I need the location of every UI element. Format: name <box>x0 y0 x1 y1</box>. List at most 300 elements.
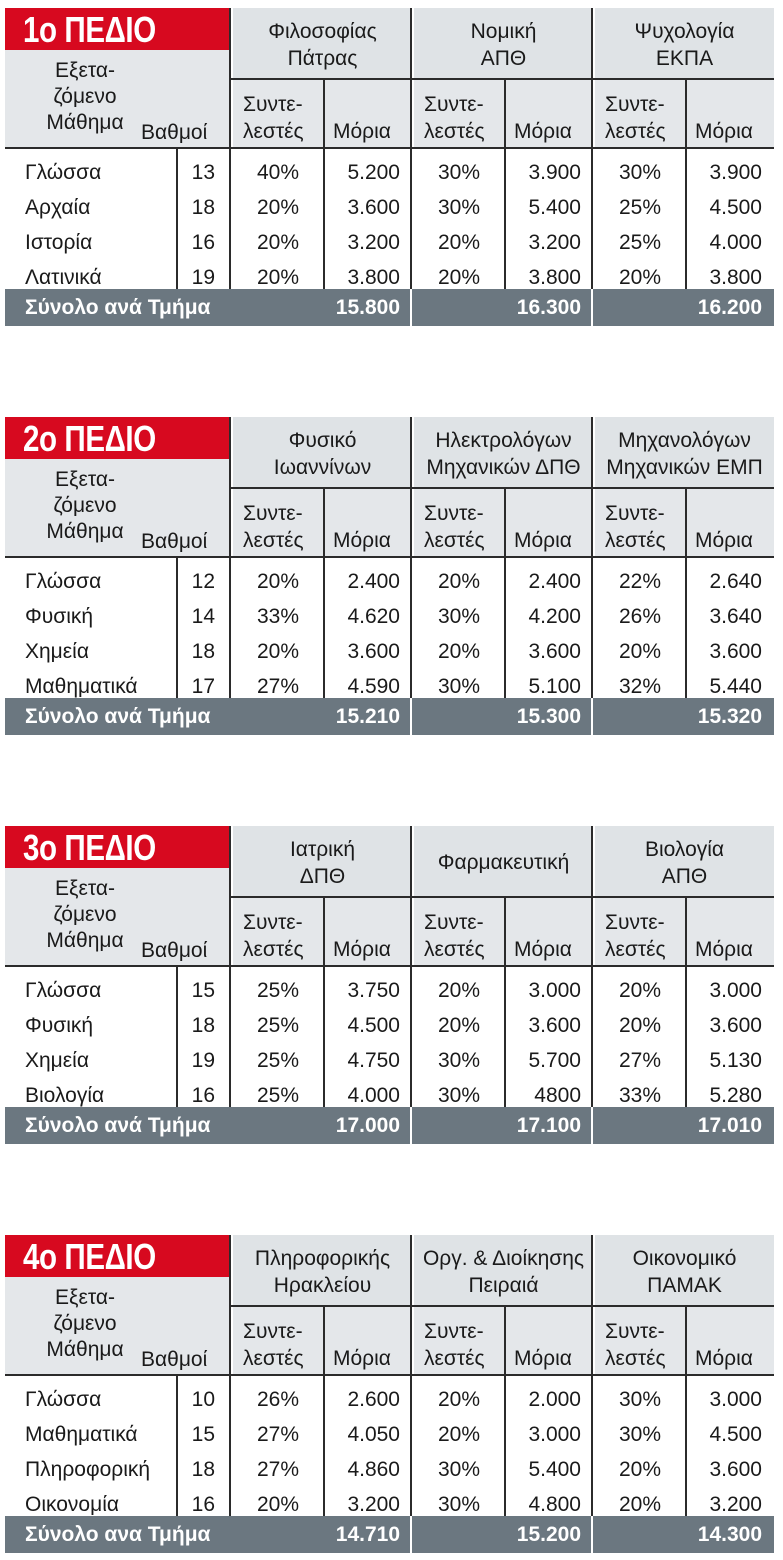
table-row <box>5 155 774 190</box>
field-title-box <box>5 417 229 459</box>
points-value: 4.050 <box>347 1423 400 1446</box>
points-value: 3.000 <box>528 1423 581 1446</box>
header-bottom-rule <box>5 965 774 967</box>
coefficient-value: 20% <box>256 266 300 289</box>
coefficient-value: 27% <box>256 675 300 698</box>
coefficients-line: λεστές <box>243 120 304 143</box>
grade-value: 19 <box>191 1049 215 1072</box>
department-header <box>414 826 593 896</box>
subject-name: Λατινικά <box>25 266 102 289</box>
coefficient-value: 27% <box>256 1458 300 1481</box>
grade-value: 12 <box>191 570 215 593</box>
exam-subject-line: ζόμενο <box>53 85 117 108</box>
total-divider <box>591 698 593 735</box>
grade-value: 19 <box>191 266 215 289</box>
subject-name: Πληροφορική <box>25 1458 151 1481</box>
department-name-line: Πάτρας <box>287 47 358 70</box>
points-value: 2.640 <box>709 570 762 593</box>
coefficient-value: 20% <box>437 1423 481 1446</box>
coefficients-line: Συντε- <box>243 911 303 934</box>
points-label: Μόρια <box>695 120 753 143</box>
department-name-line: Ψυχολογία <box>634 20 735 43</box>
coefficient-value: 22% <box>618 570 662 593</box>
department-name-line: Πληροφορικής <box>254 1247 391 1270</box>
department-header <box>595 8 774 78</box>
header-rule <box>229 1305 774 1307</box>
coefficient-value: 25% <box>256 1049 300 1072</box>
department-name-line: ΕΚΠΑ <box>655 47 714 70</box>
coefficients-line: λεστές <box>424 1347 485 1370</box>
coefficient-value: 20% <box>618 1493 662 1516</box>
points-value: 4.000 <box>347 1084 400 1107</box>
points-label: Μόρια <box>514 938 572 961</box>
exam-subject-label <box>25 1285 145 1363</box>
department-header <box>233 417 412 487</box>
points-value: 4.500 <box>347 1014 400 1037</box>
department-name-line: Οικονομικό <box>632 1247 737 1270</box>
points-label: Μόρια <box>333 938 391 961</box>
points-value: 5.440 <box>709 675 762 698</box>
table-row <box>5 225 774 260</box>
department-name-line: Οργ. & Διοίκησης <box>422 1247 585 1270</box>
coefficients-label <box>605 500 666 554</box>
subject-name: Μαθηματικά <box>25 1423 138 1446</box>
coefficient-value: 30% <box>437 161 481 184</box>
coefficient-value: 20% <box>437 1014 481 1037</box>
department-name-line: Νομική <box>470 20 537 43</box>
coefficients-line: λεστές <box>605 1347 666 1370</box>
coefficient-value: 26% <box>256 1388 300 1411</box>
coefficient-value: 25% <box>256 1084 300 1107</box>
subject-name: Γλώσσα <box>25 979 102 1002</box>
coefficients-line: Συντε- <box>605 502 665 525</box>
coefficients-line: Συντε- <box>424 1320 484 1343</box>
coefficients-label <box>605 1318 666 1372</box>
subject-name: Χημεία <box>25 640 89 663</box>
coefficient-value: 30% <box>437 1458 481 1481</box>
field-title-box <box>5 8 229 50</box>
coefficients-label <box>243 91 304 145</box>
department-name <box>414 849 593 876</box>
subject-name: Ιστορία <box>25 231 93 254</box>
coefficients-line: Συντε- <box>243 93 303 116</box>
points-value: 3.600 <box>347 640 400 663</box>
header-rule <box>229 487 774 489</box>
points-value: 3.640 <box>709 605 762 628</box>
coefficient-value: 20% <box>437 231 481 254</box>
points-label: Μόρια <box>333 120 391 143</box>
coefficient-value: 20% <box>437 979 481 1002</box>
coefficient-value: 26% <box>618 605 662 628</box>
department-name-line: ΔΠΘ <box>299 865 346 888</box>
coefficient-value: 25% <box>618 196 662 219</box>
coefficients-line: Συντε- <box>605 911 665 934</box>
subject-name: Αρχαία <box>25 196 91 219</box>
points-value: 3.000 <box>528 979 581 1002</box>
grade-value: 18 <box>191 196 215 219</box>
header-rule <box>229 78 774 80</box>
coefficients-line: Συντε- <box>424 502 484 525</box>
subject-name: Οικονομία <box>25 1493 120 1516</box>
department-name-line: Φαρμακευτική <box>437 851 570 874</box>
total-row <box>5 1516 774 1553</box>
points-value: 4.620 <box>347 605 400 628</box>
header-bottom-rule <box>5 1374 774 1376</box>
points-label: Μόρια <box>695 938 753 961</box>
total-divider <box>410 698 412 735</box>
points-value: 3.600 <box>347 196 400 219</box>
department-name <box>414 18 593 72</box>
points-value: 3.800 <box>347 266 400 289</box>
points-label: Μόρια <box>514 120 572 143</box>
points-value: 4.800 <box>528 1493 581 1516</box>
points-value: 4.860 <box>347 1458 400 1481</box>
points-value: 2.000 <box>528 1388 581 1411</box>
table-row <box>5 1043 774 1078</box>
points-value: 3.200 <box>347 1493 400 1516</box>
grade-value: 16 <box>191 1493 215 1516</box>
points-label: Μόρια <box>695 529 753 552</box>
department-name <box>595 427 774 481</box>
field-title: 2ο ΠΕΔΙΟ <box>23 418 156 459</box>
table-row <box>5 1008 774 1043</box>
coefficients-line: Συντε- <box>424 93 484 116</box>
subject-name: Χημεία <box>25 1049 89 1072</box>
points-value: 2.400 <box>528 570 581 593</box>
exam-subject-line: Εξετα- <box>55 877 115 900</box>
points-value: 5.200 <box>347 161 400 184</box>
subject-header <box>5 868 229 965</box>
subject-name: Μαθηματικά <box>25 675 138 698</box>
department-header <box>595 826 774 896</box>
total-label: Σύνολο ανά Τμήμα <box>25 296 211 319</box>
coefficient-value: 20% <box>618 1014 662 1037</box>
subject-name: Γλώσσα <box>25 161 102 184</box>
grades-label: Βαθμοί <box>141 121 208 144</box>
total-row <box>5 1107 774 1144</box>
department-total: 15.320 <box>697 705 762 728</box>
total-divider <box>410 1516 412 1553</box>
coefficient-value: 20% <box>437 640 481 663</box>
department-total: 15.800 <box>335 296 400 319</box>
department-name-line: Μηχανικών ΔΠΘ <box>426 456 581 479</box>
department-name-line: Ηλεκτρολόγων <box>435 429 572 452</box>
department-name <box>595 1245 774 1299</box>
department-header <box>595 1235 774 1305</box>
department-total: 17.000 <box>335 1114 400 1137</box>
coefficient-value: 30% <box>437 1493 481 1516</box>
field-title: 3ο ΠΕΔΙΟ <box>23 827 156 868</box>
coefficients-label <box>424 91 485 145</box>
coefficient-value: 20% <box>437 1388 481 1411</box>
grade-value: 15 <box>191 1423 215 1446</box>
subject-header <box>5 50 229 147</box>
coefficient-value: 20% <box>256 231 300 254</box>
points-value: 4.500 <box>709 1423 762 1446</box>
coefficient-value: 20% <box>618 1458 662 1481</box>
department-name <box>595 836 774 890</box>
coefficients-line: λεστές <box>243 1347 304 1370</box>
field-title-box <box>5 826 229 868</box>
points-value: 3.000 <box>709 1388 762 1411</box>
department-name <box>233 18 412 72</box>
coefficient-value: 20% <box>618 640 662 663</box>
department-total: 16.300 <box>516 296 581 319</box>
exam-subject-line: Μάθημα <box>46 1338 124 1361</box>
field-title: 4ο ΠΕΔΙΟ <box>23 1236 156 1277</box>
grade-value: 13 <box>191 161 215 184</box>
total-divider <box>591 1516 593 1553</box>
coefficients-line: λεστές <box>243 529 304 552</box>
department-name-line: ΠΑΜΑΚ <box>647 1274 722 1297</box>
points-value: 3.800 <box>528 266 581 289</box>
points-value: 4.200 <box>528 605 581 628</box>
department-header <box>414 1235 593 1305</box>
total-row <box>5 289 774 326</box>
grade-value: 15 <box>191 979 215 1002</box>
coefficient-value: 30% <box>437 605 481 628</box>
coefficients-label <box>424 909 485 963</box>
exam-subject-line: Εξετα- <box>55 1286 115 1309</box>
table-row <box>5 1417 774 1452</box>
subject-header <box>5 1277 229 1374</box>
department-total: 17.100 <box>516 1114 581 1137</box>
coefficient-value: 20% <box>256 640 300 663</box>
grade-value: 16 <box>191 231 215 254</box>
points-value: 2.400 <box>347 570 400 593</box>
department-total: 16.200 <box>697 296 762 319</box>
points-value: 3.750 <box>347 979 400 1002</box>
department-name-line: Βιολογία <box>644 838 725 861</box>
exam-subject-line: Μάθημα <box>46 520 124 543</box>
coefficient-value: 20% <box>437 570 481 593</box>
coefficient-value: 25% <box>256 1014 300 1037</box>
department-total: 15.300 <box>516 705 581 728</box>
table-row <box>5 190 774 225</box>
total-divider <box>591 1107 593 1144</box>
coefficients-label <box>243 500 304 554</box>
coefficient-value: 20% <box>618 266 662 289</box>
total-label: Σύνολο ανα Τμήμα <box>25 1523 211 1546</box>
coefficient-value: 33% <box>618 1084 662 1107</box>
department-name-line: Μηχανολόγων <box>618 429 751 452</box>
exam-subject-line: Εξετα- <box>55 468 115 491</box>
department-header <box>233 1235 412 1305</box>
coefficients-label <box>605 909 666 963</box>
table-row <box>5 1382 774 1417</box>
department-name-line: Πειραιά <box>468 1274 539 1297</box>
field-table <box>5 417 774 737</box>
points-label: Μόρια <box>695 1347 753 1370</box>
coefficient-value: 25% <box>256 979 300 1002</box>
points-value: 4.000 <box>709 231 762 254</box>
department-header <box>414 8 593 78</box>
exam-subject-label <box>25 876 145 954</box>
exam-subject-line: ζόμενο <box>53 1312 117 1335</box>
points-value: 5.280 <box>709 1084 762 1107</box>
points-value: 4800 <box>534 1084 581 1107</box>
coefficients-line: Συντε- <box>605 1320 665 1343</box>
department-name <box>414 1245 593 1299</box>
points-label: Μόρια <box>333 1347 391 1370</box>
table-row <box>5 564 774 599</box>
department-name-line: ΑΠΘ <box>661 865 708 888</box>
total-divider <box>410 1107 412 1144</box>
points-value: 3.000 <box>709 979 762 1002</box>
points-label: Μόρια <box>514 1347 572 1370</box>
header-bottom-rule <box>5 147 774 149</box>
department-name-line: Ηρακλείου <box>273 1274 372 1297</box>
grades-label: Βαθμοί <box>141 1348 208 1371</box>
coefficients-line: Συντε- <box>243 502 303 525</box>
grade-value: 16 <box>191 1084 215 1107</box>
subject-name: Βιολογία <box>25 1084 105 1107</box>
coefficient-value: 30% <box>618 1388 662 1411</box>
coefficients-line: λεστές <box>243 938 304 961</box>
points-value: 5.100 <box>528 675 581 698</box>
grade-value: 18 <box>191 1458 215 1481</box>
points-value: 5.400 <box>528 196 581 219</box>
exam-subject-line: Μάθημα <box>46 111 124 134</box>
coefficients-line: λεστές <box>605 938 666 961</box>
coefficient-value: 20% <box>618 979 662 1002</box>
coefficients-line: λεστές <box>605 120 666 143</box>
exam-subject-label <box>25 467 145 545</box>
department-name <box>233 1245 412 1299</box>
department-header <box>595 417 774 487</box>
department-header <box>233 8 412 78</box>
exam-subject-line: Μάθημα <box>46 929 124 952</box>
points-label: Μόρια <box>514 529 572 552</box>
subject-name: Γλώσσα <box>25 1388 102 1411</box>
total-divider <box>591 289 593 326</box>
points-value: 5.130 <box>709 1049 762 1072</box>
department-header <box>233 826 412 896</box>
grades-label: Βαθμοί <box>141 530 208 553</box>
department-name-line: Ιωαννίνων <box>273 456 372 479</box>
points-value: 2.600 <box>347 1388 400 1411</box>
field-title: 1ο ΠΕΔΙΟ <box>23 9 156 50</box>
grade-value: 14 <box>191 605 215 628</box>
total-row <box>5 698 774 735</box>
subject-name: Φυσική <box>25 1014 94 1037</box>
department-name-line: Φυσικό <box>288 429 357 452</box>
grade-value: 10 <box>191 1388 215 1411</box>
coefficients-line: Συντε- <box>243 1320 303 1343</box>
table-row <box>5 634 774 669</box>
department-name <box>233 836 412 890</box>
coefficients-line: λεστές <box>605 529 666 552</box>
coefficient-value: 30% <box>437 1084 481 1107</box>
department-total: 15.200 <box>516 1523 581 1546</box>
coefficients-label <box>243 909 304 963</box>
coefficient-value: 20% <box>256 1493 300 1516</box>
department-name-line: Μηχανικών ΕΜΠ <box>606 456 763 479</box>
coefficient-value: 30% <box>437 196 481 219</box>
coefficients-line: λεστές <box>424 120 485 143</box>
coefficient-value: 32% <box>618 675 662 698</box>
department-total: 14.710 <box>335 1523 400 1546</box>
department-name-line: ΑΠΘ <box>480 47 527 70</box>
department-name <box>595 18 774 72</box>
points-value: 5.400 <box>528 1458 581 1481</box>
points-value: 4.750 <box>347 1049 400 1072</box>
coefficients-label <box>424 1318 485 1372</box>
grade-value: 17 <box>191 675 215 698</box>
coefficient-value: 20% <box>437 266 481 289</box>
coefficient-value: 30% <box>437 1049 481 1072</box>
points-value: 3.200 <box>528 231 581 254</box>
coefficients-label <box>424 500 485 554</box>
subject-name: Φυσική <box>25 605 94 628</box>
field-title-box <box>5 1235 229 1277</box>
points-value: 4.590 <box>347 675 400 698</box>
department-total: 14.300 <box>697 1523 762 1546</box>
coefficient-value: 30% <box>618 1423 662 1446</box>
coefficients-label <box>605 91 666 145</box>
points-value: 5.700 <box>528 1049 581 1072</box>
coefficients-line: λεστές <box>424 529 485 552</box>
exam-subject-line: Εξετα- <box>55 59 115 82</box>
points-value: 3.600 <box>709 640 762 663</box>
grade-value: 18 <box>191 640 215 663</box>
coefficient-value: 27% <box>256 1423 300 1446</box>
field-table <box>5 826 774 1146</box>
department-name-line: Ιατρική <box>289 838 356 861</box>
field-table <box>5 8 774 328</box>
exam-subject-label <box>25 58 145 136</box>
points-value: 4.500 <box>709 196 762 219</box>
points-label: Μόρια <box>333 529 391 552</box>
grades-label: Βαθμοί <box>141 939 208 962</box>
coefficient-value: 20% <box>256 570 300 593</box>
field-table <box>5 1235 774 1555</box>
coefficient-value: 20% <box>256 196 300 219</box>
subject-header <box>5 459 229 556</box>
grade-value: 18 <box>191 1014 215 1037</box>
department-total: 15.210 <box>335 705 400 728</box>
coefficients-line: λεστές <box>424 938 485 961</box>
exam-subject-line: ζόμενο <box>53 494 117 517</box>
coefficients-line: Συντε- <box>605 93 665 116</box>
coefficients-label <box>243 1318 304 1372</box>
department-header <box>414 417 593 487</box>
table-row <box>5 973 774 1008</box>
header-rule <box>229 896 774 898</box>
department-total: 17.010 <box>697 1114 762 1137</box>
points-value: 3.200 <box>347 231 400 254</box>
coefficients-line: Συντε- <box>424 911 484 934</box>
coefficient-value: 30% <box>437 675 481 698</box>
points-value: 3.200 <box>709 1493 762 1516</box>
coefficient-value: 33% <box>256 605 300 628</box>
points-value: 3.600 <box>528 1014 581 1037</box>
exam-subject-line: ζόμενο <box>53 903 117 926</box>
coefficient-value: 25% <box>618 231 662 254</box>
department-name-line: Φιλοσοφίας <box>268 20 377 43</box>
table-row <box>5 599 774 634</box>
header-bottom-rule <box>5 556 774 558</box>
total-label: Σύνολο ανά Τμήμα <box>25 705 211 728</box>
points-value: 3.600 <box>709 1014 762 1037</box>
department-name <box>233 427 412 481</box>
points-value: 3.600 <box>528 640 581 663</box>
points-value: 3.800 <box>709 266 762 289</box>
total-label: Σύνολο ανά Τμήμα <box>25 1114 211 1137</box>
subject-name: Γλώσσα <box>25 570 102 593</box>
points-value: 3.900 <box>528 161 581 184</box>
coefficient-value: 40% <box>256 161 300 184</box>
